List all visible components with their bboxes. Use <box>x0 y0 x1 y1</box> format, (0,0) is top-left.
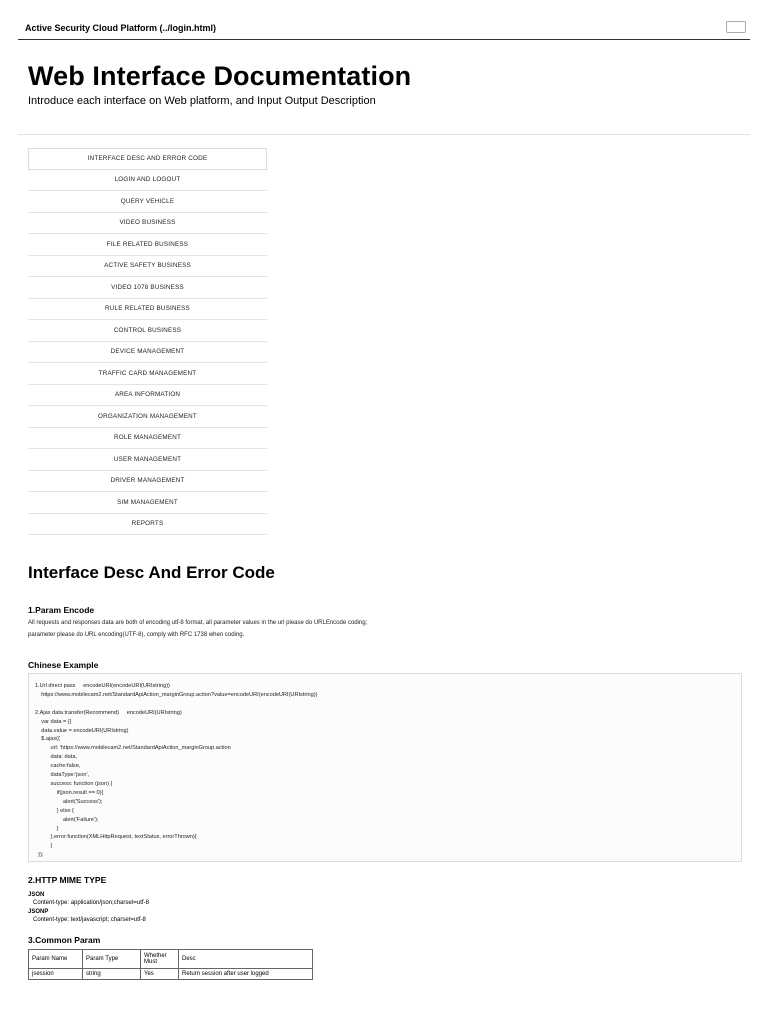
jsonp-label: JSONP <box>28 908 49 915</box>
nav-item-driver-management[interactable]: DRIVER MANAGEMENT <box>28 471 267 493</box>
col-param-type: Param Type <box>83 950 141 969</box>
mime-list <box>28 891 149 925</box>
section-nav <box>28 148 267 535</box>
nav-item-active-safety[interactable]: ACTIVE SAFETY BUSINESS <box>28 256 267 278</box>
nav-item-sim-management[interactable]: SIM MANAGEMENT <box>28 492 267 514</box>
top-navbar <box>18 18 750 40</box>
common-param-heading: 3.Common Param <box>28 935 101 945</box>
nav-item-video-business[interactable]: VIDEO BUSINESS <box>28 213 267 235</box>
nav-item-file-related[interactable]: FILE RELATED BUSINESS <box>28 234 267 256</box>
nav-item-video-1078[interactable]: VIDEO 1078 BUSINESS <box>28 277 267 299</box>
header-divider <box>18 134 750 135</box>
code-example: 1.Url direct pass encodeURI(encodeURI(URIstring)) https://www.mobilecam2.net/StandardApiAction_marginGroup.action?value=encodeURI(encodeURI(URIstring)) 2.Ajax data transfer(Recommend) encodeURI(URIstring) var data = {} data.value = encodeURI(URIstring) $.ajax({ url: 'https://www.mobilecam2.net/StandardApiAction_marginGroup.action data: data, cache:false, dataType:'json', success: function (json) { if(json.result == 0){ alert('Success'); } else { alert('Failure'); } },error:function(XMLHttpRequest, textStatus, errorThrown){ } }); <box>35 683 318 859</box>
param-encode-text-1: All requests and responses data are both of encoding utf-8 format, all parameter values in the url please do URLEncode coding; <box>28 620 368 626</box>
cell-desc: Return session after user logged <box>179 969 313 980</box>
nav-item-area-information[interactable]: AREA INFORMATION <box>28 385 267 407</box>
col-whether-must: Whether Must <box>141 950 179 969</box>
code-block <box>28 673 742 862</box>
table-header-row <box>29 950 313 969</box>
nav-item-traffic-card[interactable]: TRAFFIC CARD MANAGEMENT <box>28 363 267 385</box>
cell-whether-must: Yes <box>141 969 179 980</box>
menu-toggle-button[interactable] <box>726 21 746 33</box>
mime-heading: 2.HTTP MIME TYPE <box>28 875 107 885</box>
param-encode-text-2: parameter please do URL encoding(UTF-8), comply with RFC 1738 when coding. <box>28 632 245 638</box>
param-encode-heading: 1.Param Encode <box>28 605 95 615</box>
nav-item-query-vehicle[interactable]: QUERY VEHICLE <box>28 191 267 213</box>
nav-item-organization[interactable]: ORGANIZATION MANAGEMENT <box>28 406 267 428</box>
nav-item-reports[interactable]: REPORTS <box>28 514 267 536</box>
chinese-example-heading: Chinese Example <box>28 660 99 670</box>
cell-param-name: jsession <box>29 969 83 980</box>
nav-item-interface-desc[interactable]: INTERFACE DESC AND ERROR CODE <box>28 148 267 170</box>
col-param-name: Param Name <box>29 950 83 969</box>
nav-item-control-business[interactable]: CONTROL BUSINESS <box>28 320 267 342</box>
common-param-table <box>28 949 313 980</box>
jsonp-value: Content-type: text/javascript; charset=utf-8 <box>33 917 146 924</box>
page-title: Web Interface Documentation <box>28 61 412 91</box>
section-title: Interface Desc And Error Code <box>28 563 275 582</box>
brand-link[interactable]: Active Security Cloud Platform (../login.html) <box>25 23 217 33</box>
nav-item-login-logout[interactable]: LOGIN AND LOGOUT <box>28 170 267 192</box>
nav-item-role-management[interactable]: ROLE MANAGEMENT <box>28 428 267 450</box>
page-header <box>28 60 748 107</box>
nav-item-device-management[interactable]: DEVICE MANAGEMENT <box>28 342 267 364</box>
nav-item-user-management[interactable]: USER MANAGEMENT <box>28 449 267 471</box>
table-row <box>29 969 313 980</box>
page-subtitle: Introduce each interface on Web platform, and Input Output Description <box>28 95 376 107</box>
col-desc: Desc <box>179 950 313 969</box>
nav-item-rule-related[interactable]: RULE RELATED BUSINESS <box>28 299 267 321</box>
json-label: JSON <box>28 892 45 898</box>
json-value: Content-type: application/json;charset=utf-8 <box>33 900 149 907</box>
cell-param-type: string <box>83 969 141 980</box>
